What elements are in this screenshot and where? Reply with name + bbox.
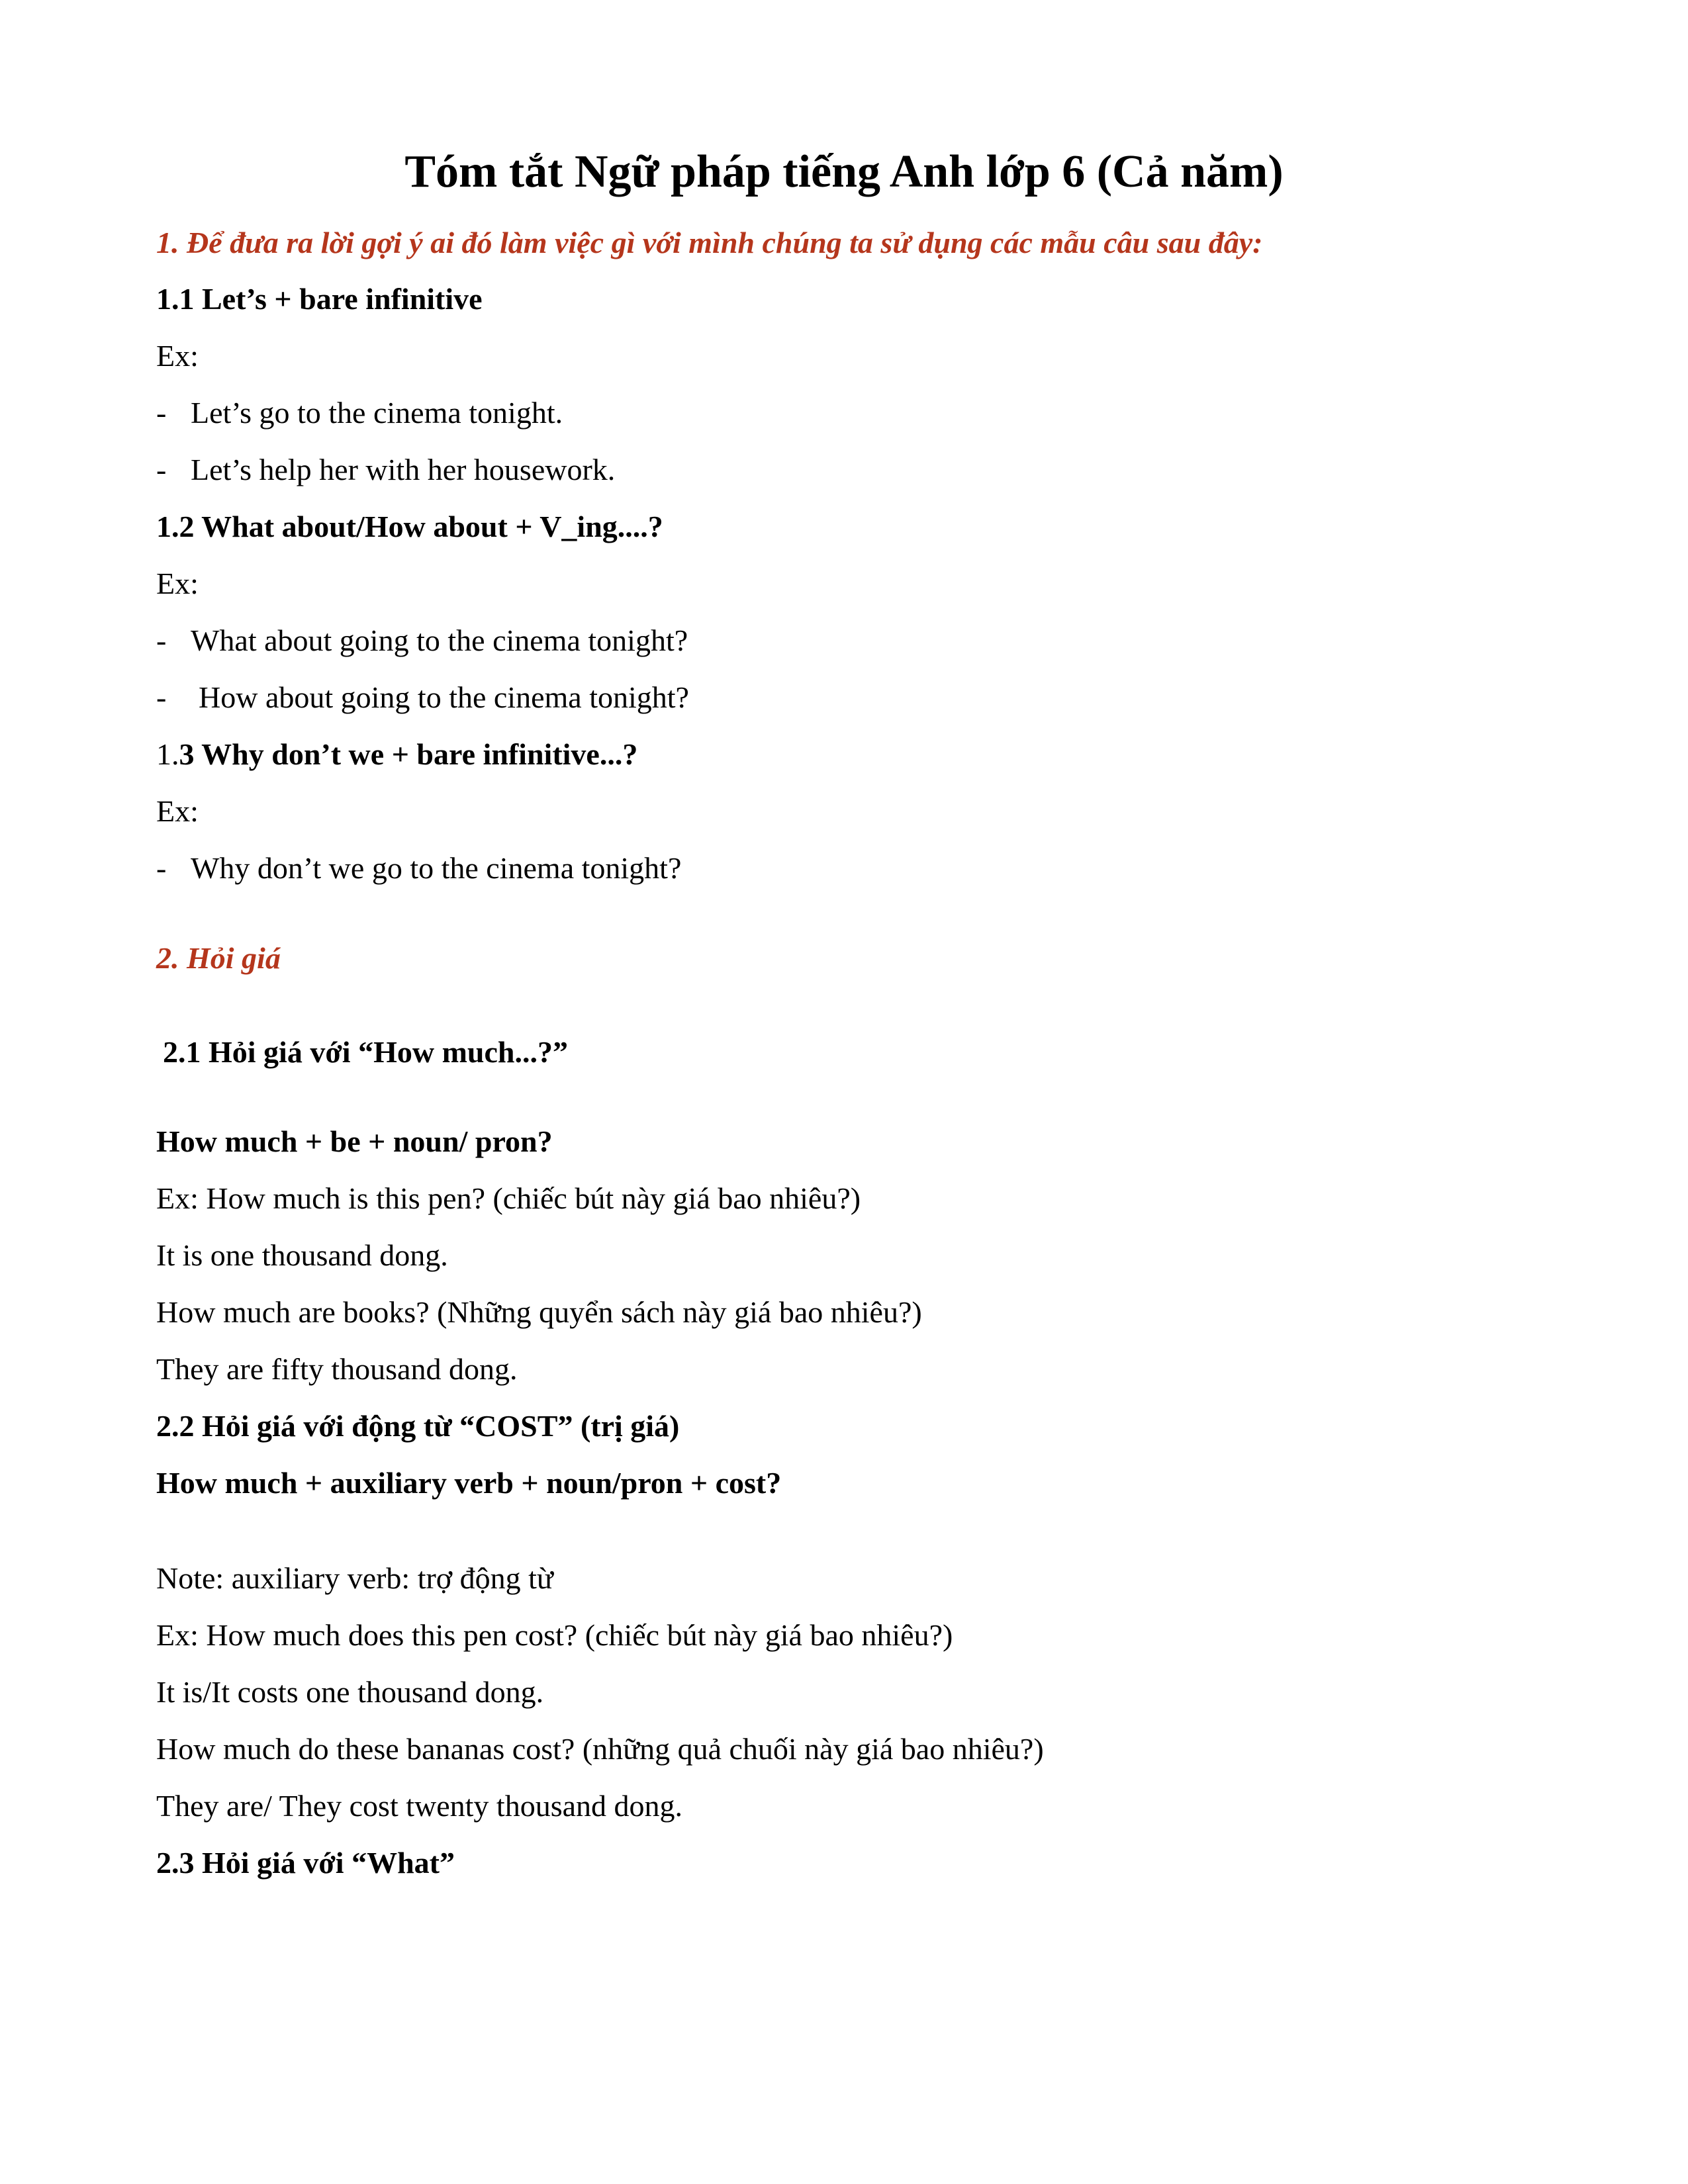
example-line: How much are books? (Những quyển sách này giá bao nhiêu?) [156, 1295, 922, 1329]
list-item: - Let’s go to the cinema tonight. [156, 396, 563, 430]
list-item: - Let’s help her with her housework. [156, 453, 616, 486]
section-2-3-title: 2.3 Hỏi giá với “What” [156, 1846, 455, 1880]
example-line: They are/ They cost twenty thousand dong. [156, 1789, 683, 1823]
list-item: - How about going to the cinema tonight? [156, 680, 689, 714]
example-line: Ex: How much does this pen cost? (chiếc bút này giá bao nhiêu?) [156, 1618, 953, 1652]
example-line: It is/It costs one thousand dong. [156, 1675, 544, 1709]
section-1-2-title: 1.2 What about/How about + V_ing....? [156, 510, 663, 543]
example-line: It is one thousand dong. [156, 1238, 448, 1272]
example-line: How much do these bananas cost? (những quả chuối này giá bao nhiêu?) [156, 1732, 1044, 1766]
example-line: They are fifty thousand dong. [156, 1352, 518, 1386]
example-label: Ex: [156, 794, 199, 828]
section-2-1-title: 2.1 Hỏi giá với “How much...?” [163, 1035, 568, 1069]
example-line: Ex: How much is this pen? (chiếc bút này giá bao nhiêu?) [156, 1181, 861, 1215]
section-2-2-title: 2.2 Hỏi giá với động từ “COST” (trị giá) [156, 1409, 680, 1443]
section-1-1-title: 1.1 Let’s + bare infinitive [156, 282, 483, 316]
example-label: Ex: [156, 567, 199, 600]
note-line: Note: auxiliary verb: trợ động từ [156, 1561, 553, 1595]
section-2-heading: 2. Hỏi giá [156, 941, 281, 975]
formula-how-much-be: How much + be + noun/ pron? [156, 1124, 553, 1158]
example-label: Ex: [156, 339, 199, 373]
formula-how-much-cost: How much + auxiliary verb + noun/pron + cost? [156, 1466, 782, 1500]
list-item: - Why don’t we go to the cinema tonight? [156, 851, 682, 885]
list-item: - What about going to the cinema tonight? [156, 623, 688, 657]
section-1-heading: 1. Để đưa ra lời gợi ý ai đó làm việc gì với mình chúng ta sử dụng các mẫu câu sau đây: [156, 226, 1263, 259]
page-title: Tóm tắt Ngữ pháp tiếng Anh lớp 6 (Cả năm) [404, 146, 1284, 197]
section-1-3-title: 1.3 Why don’t we + bare infinitive...? [156, 737, 638, 771]
